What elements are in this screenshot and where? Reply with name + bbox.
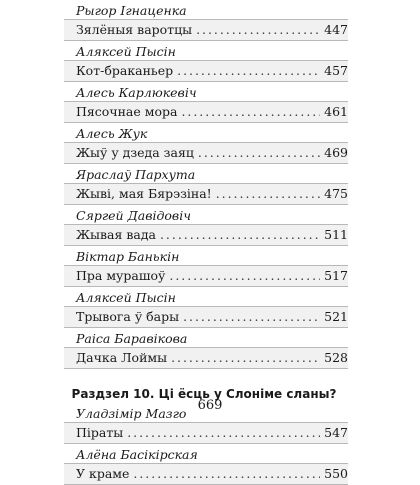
toc-entry-page: 447 <box>324 22 348 37</box>
toc-entry-page: 511 <box>324 227 348 242</box>
toc-author: Рыгор Ігнаценка <box>76 3 187 18</box>
toc-entry[interactable] <box>64 224 348 246</box>
toc-author: Алесь Жук <box>76 126 148 141</box>
leader-dots <box>181 102 320 122</box>
leader-dots <box>127 423 320 443</box>
toc-entry[interactable] <box>64 422 348 444</box>
toc-author: Сяргей Давідовіч <box>76 208 191 223</box>
leader-dots <box>216 184 320 204</box>
toc-entry-title: Зялёныя варотцы <box>76 22 193 37</box>
leader-dots <box>183 307 320 327</box>
toc-entry-page: 547 <box>324 425 348 440</box>
toc-entry-page: 475 <box>324 186 348 201</box>
toc-entry-title: Пра мурашоў <box>76 268 166 283</box>
leader-dots <box>177 61 320 81</box>
toc-entry-page: 550 <box>324 466 348 481</box>
toc-entry[interactable] <box>64 265 348 287</box>
toc-entry-title: Жыў у дзеда заяц <box>76 145 194 160</box>
toc-entry-page: 457 <box>324 63 348 78</box>
toc-entry-page: 517 <box>324 268 348 283</box>
leader-dots <box>196 20 320 40</box>
toc-entry-title: Жывая вада <box>76 227 156 242</box>
toc-entry-title: Кот-браканьер <box>76 63 174 78</box>
toc-entry-page: 521 <box>324 309 348 324</box>
toc-entry-page: 461 <box>324 104 348 119</box>
toc-author: Аляксей Пысін <box>76 44 176 59</box>
toc-entry-title: Жыві, мая Бярэзіна! <box>76 186 212 201</box>
toc-entry[interactable] <box>64 19 348 41</box>
toc-entry[interactable] <box>64 142 348 164</box>
toc-author: Алесь Карлюкевіч <box>76 85 197 100</box>
toc-author: Уладзімір Мазго <box>76 406 187 421</box>
toc-entry[interactable] <box>64 463 348 485</box>
toc-entry-title: Пясочнае мора <box>76 104 178 119</box>
leader-dots <box>169 266 320 286</box>
toc-entry[interactable] <box>64 60 348 82</box>
toc-entry-title: Трывога ў бары <box>76 309 180 324</box>
leader-dots <box>133 464 320 484</box>
toc-entry-title: Піраты <box>76 425 124 440</box>
toc-entry-page: 469 <box>324 145 348 160</box>
toc-author: Алёна Басікірская <box>76 447 198 462</box>
page-number: 669 <box>197 398 223 413</box>
toc-author: Раіса Баравікова <box>76 331 188 346</box>
leader-dots <box>160 225 320 245</box>
toc-entry[interactable] <box>64 347 348 369</box>
toc-entry-page: 528 <box>324 350 348 365</box>
toc-entry-title: Дачка Лоймы <box>76 350 168 365</box>
toc-entry-title: У краме <box>76 466 130 481</box>
toc-author: Аляксей Пысін <box>76 290 176 305</box>
toc-author: Яраслаў Пархута <box>76 167 196 182</box>
toc-entry[interactable] <box>64 306 348 328</box>
toc-entry[interactable] <box>64 183 348 205</box>
leader-dots <box>171 348 320 368</box>
toc-author: Віктар Банькін <box>76 249 180 264</box>
toc-entry[interactable] <box>64 101 348 123</box>
section-heading: Раздзел 10. Ці ёсць у Слоніме сланы? <box>71 387 337 401</box>
leader-dots <box>198 143 320 163</box>
